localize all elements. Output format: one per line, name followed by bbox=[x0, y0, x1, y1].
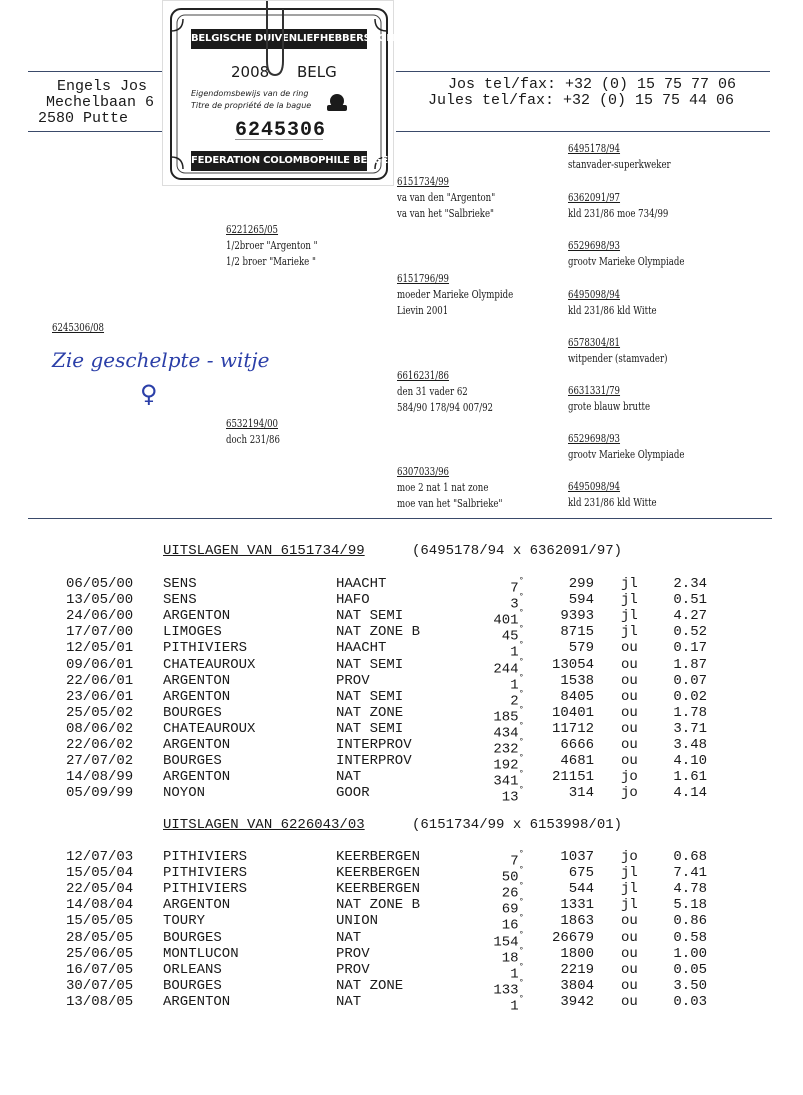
age-cell: ou bbox=[621, 993, 638, 1010]
position-cell: 13° bbox=[501, 785, 524, 806]
town-cell: NOYON bbox=[163, 785, 206, 802]
certificate-ring-number: 6245306 bbox=[235, 119, 327, 142]
age-cell: ou bbox=[621, 913, 638, 930]
certificate-year: 2008 bbox=[231, 63, 270, 81]
level-cell: KEERBERGEN bbox=[336, 881, 421, 898]
age-cell: ou bbox=[621, 704, 638, 721]
entries-cell: 675 bbox=[568, 865, 594, 882]
age-cell: jl bbox=[621, 865, 638, 882]
age-cell: ou bbox=[621, 640, 638, 657]
coefficient-cell: 7.41 bbox=[673, 865, 707, 882]
degree-mark: ° bbox=[518, 640, 524, 651]
coefficient-cell: 3.50 bbox=[673, 977, 707, 994]
age-cell: jl bbox=[621, 608, 638, 625]
fmm-ring: 6495098/94 bbox=[568, 288, 621, 301]
level-cell: NAT SEMI bbox=[336, 656, 404, 673]
entries-cell: 8405 bbox=[560, 688, 594, 705]
town-cell: ARGENTON bbox=[163, 769, 231, 786]
age-cell: jo bbox=[621, 785, 638, 802]
degree-mark: ° bbox=[518, 929, 524, 940]
town-cell: TOURY bbox=[163, 913, 206, 930]
date-cell: 13/08/05 bbox=[66, 993, 134, 1010]
degree-mark: ° bbox=[518, 961, 524, 972]
owner-street: Mechelbaan 6 bbox=[46, 94, 155, 111]
certificate-line1: Eigendomsbewijs van de ring bbox=[191, 89, 309, 98]
level-cell: PROV bbox=[336, 945, 370, 962]
degree-mark: ° bbox=[518, 672, 524, 683]
ff-ring: 6151734/99 bbox=[397, 175, 450, 188]
pedigree-bottom-rule bbox=[28, 518, 772, 519]
level-cell: GOOR bbox=[336, 785, 370, 802]
degree-mark: ° bbox=[518, 993, 524, 1004]
coefficient-cell: 0.58 bbox=[673, 929, 707, 946]
coefficient-cell: 4.14 bbox=[673, 785, 707, 802]
town-cell: SENS bbox=[163, 576, 197, 592]
position-cell: 7° bbox=[510, 849, 524, 870]
degree-mark: ° bbox=[518, 945, 524, 956]
level-cell: NAT ZONE bbox=[336, 977, 404, 994]
mmm-ring: 6495098/94 bbox=[568, 480, 621, 493]
mm-ring: 6307033/96 bbox=[397, 465, 450, 478]
entries-cell: 314 bbox=[568, 785, 594, 802]
town-cell: MONTLUCON bbox=[163, 945, 239, 962]
fmf-ring: 6529698/93 bbox=[568, 239, 621, 252]
degree-mark: ° bbox=[518, 704, 524, 715]
entries-cell: 594 bbox=[568, 592, 594, 609]
entries-cell: 1800 bbox=[560, 945, 594, 962]
position-cell: 16° bbox=[501, 913, 524, 935]
age-cell: jl bbox=[621, 592, 638, 609]
date-cell: 22/06/01 bbox=[66, 672, 134, 689]
date-cell: 14/08/04 bbox=[66, 897, 134, 914]
results1-parents: (6495178/94 x 6362091/97) bbox=[412, 543, 623, 559]
position-cell: 3° bbox=[510, 592, 524, 613]
position-cell: 50° bbox=[501, 865, 524, 886]
town-cell: ARGENTON bbox=[163, 688, 231, 705]
owner-name: Engels Jos bbox=[57, 78, 148, 95]
level-cell: PROV bbox=[336, 961, 370, 978]
mm-line-2: moe van het "Salbrieke" bbox=[397, 497, 503, 510]
level-cell: NAT ZONE B bbox=[336, 624, 421, 641]
town-cell: ARGENTON bbox=[163, 897, 231, 914]
phone-jules: Jules tel/fax: +32 (0) 15 75 44 06 bbox=[428, 92, 735, 109]
age-cell: jl bbox=[621, 624, 638, 641]
date-cell: 17/07/00 bbox=[66, 624, 134, 641]
level-cell: UNION bbox=[336, 913, 379, 930]
coefficient-cell: 1.61 bbox=[673, 769, 707, 786]
mfm-ring: 6631331/79 bbox=[568, 384, 621, 397]
town-cell: ARGENTON bbox=[163, 737, 231, 753]
degree-mark: ° bbox=[518, 769, 524, 780]
degree-mark: ° bbox=[518, 737, 524, 747]
level-cell: HAACHT bbox=[336, 640, 387, 657]
age-cell: ou bbox=[621, 945, 638, 962]
degree-mark: ° bbox=[518, 656, 524, 667]
mff-line-1: witpender (stamvader) bbox=[568, 352, 668, 365]
coefficient-cell: 0.07 bbox=[673, 672, 707, 689]
coefficient-cell: 3.48 bbox=[673, 737, 707, 753]
date-cell: 15/05/04 bbox=[66, 865, 134, 882]
ff-line-2: va van het "Salbrieke" bbox=[397, 207, 495, 220]
mf-ring: 6616231/86 bbox=[397, 369, 450, 382]
certificate-top-band: BELGISCHE DUIVENLIEFHEBBERSBOND bbox=[191, 29, 367, 49]
ffm-ring: 6362091/97 bbox=[568, 191, 621, 204]
degree-mark: ° bbox=[518, 753, 524, 764]
entries-cell: 10401 bbox=[551, 704, 594, 721]
degree-mark: ° bbox=[518, 688, 524, 699]
degree-mark: ° bbox=[518, 977, 524, 988]
certificate-country: BELG bbox=[297, 63, 337, 81]
town-cell: ORLEANS bbox=[163, 961, 222, 978]
degree-mark: ° bbox=[518, 865, 524, 876]
mf-line-1: den 31 vader 62 bbox=[397, 385, 468, 398]
age-cell: jl bbox=[621, 576, 638, 592]
certificate-bottom-band: FEDERATION COLOMBOPHILE BELGE bbox=[191, 151, 367, 171]
date-cell: 09/06/01 bbox=[66, 656, 134, 673]
position-cell: 185° bbox=[493, 704, 524, 726]
coefficient-cell: 1.87 bbox=[673, 656, 707, 673]
date-cell: 08/06/02 bbox=[66, 720, 134, 737]
level-cell: HAACHT bbox=[336, 576, 387, 592]
date-cell: 12/07/03 bbox=[66, 849, 134, 865]
coefficient-cell: 1.78 bbox=[673, 704, 707, 721]
date-cell: 24/06/00 bbox=[66, 608, 134, 625]
position-cell: 1° bbox=[510, 993, 524, 1015]
subject-handwritten-note: Zie geschelpte - witje bbox=[52, 348, 270, 372]
level-cell: INTERPROV bbox=[336, 753, 412, 770]
age-cell: ou bbox=[621, 737, 638, 753]
position-cell: 341° bbox=[493, 769, 524, 790]
age-cell: jl bbox=[621, 881, 638, 898]
age-cell: jl bbox=[621, 897, 638, 914]
header-rule-left bbox=[28, 71, 162, 72]
coefficient-cell: 4.10 bbox=[673, 753, 707, 770]
position-cell: 7° bbox=[510, 576, 524, 597]
coefficient-cell: 1.00 bbox=[673, 945, 707, 962]
town-cell: BOURGES bbox=[163, 929, 222, 946]
date-cell: 16/07/05 bbox=[66, 961, 134, 978]
town-cell: ARGENTON bbox=[163, 993, 231, 1010]
ffm-line-1: kld 231/86 moe 734/99 bbox=[568, 207, 669, 220]
level-cell: PROV bbox=[336, 672, 370, 689]
coefficient-cell: 0.52 bbox=[673, 624, 707, 641]
degree-mark: ° bbox=[518, 913, 524, 924]
ff-line-1: va van den "Argenton" bbox=[397, 191, 496, 204]
entries-cell: 4681 bbox=[560, 753, 594, 770]
entries-cell: 11712 bbox=[551, 720, 594, 737]
owner-city: 2580 Putte bbox=[38, 110, 129, 127]
town-cell: CHATEAUROUX bbox=[163, 720, 256, 737]
coefficient-cell: 0.17 bbox=[673, 640, 707, 657]
date-cell: 12/05/01 bbox=[66, 640, 134, 657]
entries-cell: 579 bbox=[568, 640, 594, 657]
coefficient-cell: 0.68 bbox=[673, 849, 707, 865]
mother-line-1: doch 231/86 bbox=[226, 433, 280, 446]
father-ring: 6221265/05 bbox=[226, 223, 279, 236]
town-cell: PITHIVIERS bbox=[163, 865, 248, 882]
entries-cell: 21151 bbox=[551, 769, 594, 786]
town-cell: SENS bbox=[163, 592, 197, 609]
coefficient-cell: 2.34 bbox=[673, 576, 707, 592]
town-cell: LIMOGES bbox=[163, 624, 222, 641]
level-cell: NAT bbox=[336, 769, 362, 786]
town-cell: PITHIVIERS bbox=[163, 849, 248, 865]
entries-cell: 9393 bbox=[560, 608, 594, 625]
level-cell: NAT SEMI bbox=[336, 720, 404, 737]
date-cell: 22/06/02 bbox=[66, 737, 134, 753]
position-cell: 232° bbox=[493, 737, 524, 758]
fmf-line-1: grootv Marieke Olympiade bbox=[568, 255, 685, 268]
town-cell: PITHIVIERS bbox=[163, 881, 248, 898]
coefficient-cell: 5.18 bbox=[673, 897, 707, 914]
position-cell: 192° bbox=[493, 753, 524, 774]
level-cell: NAT ZONE B bbox=[336, 897, 421, 914]
subject-ring: 6245306/08 bbox=[52, 321, 105, 334]
entries-cell: 544 bbox=[568, 881, 594, 898]
position-cell: 26° bbox=[501, 881, 524, 902]
date-cell: 06/05/00 bbox=[66, 576, 134, 592]
entries-cell: 1037 bbox=[560, 849, 594, 865]
age-cell: jo bbox=[621, 769, 638, 786]
mf-line-2: 584/90 178/94 007/92 bbox=[397, 401, 494, 414]
age-cell: ou bbox=[621, 753, 638, 770]
age-cell: ou bbox=[621, 929, 638, 946]
entries-cell: 3804 bbox=[560, 977, 594, 994]
mmf-ring: 6529698/93 bbox=[568, 432, 621, 445]
town-cell: PITHIVIERS bbox=[163, 640, 248, 657]
results1-title: UITSLAGEN VAN 6151734/99 bbox=[163, 543, 365, 559]
position-cell: 434° bbox=[493, 720, 524, 742]
phone-jos: Jos tel/fax: +32 (0) 15 75 77 06 bbox=[448, 76, 737, 93]
mm-line-1: moe 2 nat 1 nat zone bbox=[397, 481, 489, 494]
level-cell: INTERPROV bbox=[336, 737, 412, 753]
fm-line-1: moeder Marieke Olympide bbox=[397, 288, 514, 301]
coefficient-cell: 4.27 bbox=[673, 608, 707, 625]
results2-title: UITSLAGEN VAN 6226043/03 bbox=[163, 817, 365, 833]
level-cell: NAT ZONE bbox=[336, 704, 404, 721]
fff-ring: 6495178/94 bbox=[568, 142, 621, 155]
coefficient-cell: 0.03 bbox=[673, 993, 707, 1010]
age-cell: jo bbox=[621, 849, 638, 865]
mother-ring: 6532194/00 bbox=[226, 417, 279, 430]
town-cell: BOURGES bbox=[163, 704, 222, 721]
date-cell: 25/05/02 bbox=[66, 704, 134, 721]
date-cell: 30/07/05 bbox=[66, 977, 134, 994]
entries-cell: 26679 bbox=[551, 929, 594, 946]
age-cell: ou bbox=[621, 977, 638, 994]
degree-mark: ° bbox=[518, 897, 524, 908]
header-rule-lower-right bbox=[396, 131, 770, 132]
entries-cell: 2219 bbox=[560, 961, 594, 978]
date-cell: 15/05/05 bbox=[66, 913, 134, 930]
degree-mark: ° bbox=[518, 720, 524, 731]
degree-mark: ° bbox=[518, 849, 524, 859]
date-cell: 23/06/01 bbox=[66, 688, 134, 705]
age-cell: ou bbox=[621, 720, 638, 737]
date-cell: 25/06/05 bbox=[66, 945, 134, 962]
position-cell: 1° bbox=[510, 961, 524, 983]
level-cell: NAT bbox=[336, 929, 362, 946]
coefficient-cell: 0.02 bbox=[673, 688, 707, 705]
level-cell: KEERBERGEN bbox=[336, 849, 421, 865]
fmm-line-1: kld 231/86 kld Witte bbox=[568, 304, 657, 317]
coefficient-cell: 4.78 bbox=[673, 881, 707, 898]
position-cell: 2° bbox=[510, 688, 524, 710]
mff-ring: 6578304/81 bbox=[568, 336, 621, 349]
results2-parents: (6151734/99 x 6153998/01) bbox=[412, 817, 623, 833]
ring-certificate bbox=[162, 0, 403, 186]
position-cell: 45° bbox=[501, 624, 524, 645]
father-line-2: 1/2 broer "Marieke " bbox=[226, 255, 316, 268]
entries-cell: 13054 bbox=[551, 656, 594, 673]
position-cell: 1° bbox=[510, 640, 524, 662]
entries-cell: 6666 bbox=[560, 737, 594, 753]
entries-cell: 1331 bbox=[560, 897, 594, 914]
header-rule-lower-left bbox=[28, 131, 162, 132]
position-cell: 401° bbox=[493, 608, 524, 629]
degree-mark: ° bbox=[518, 624, 524, 635]
town-cell: BOURGES bbox=[163, 977, 222, 994]
fff-line-1: stanvader-superkweker bbox=[568, 158, 671, 171]
degree-mark: ° bbox=[518, 608, 524, 619]
entries-cell: 1538 bbox=[560, 672, 594, 689]
coefficient-cell: 0.05 bbox=[673, 961, 707, 978]
level-cell: HAFO bbox=[336, 592, 370, 609]
date-cell: 14/08/99 bbox=[66, 769, 134, 786]
position-cell: 1° bbox=[510, 672, 524, 694]
degree-mark: ° bbox=[518, 785, 524, 796]
position-cell: 244° bbox=[493, 656, 524, 678]
coefficient-cell: 3.71 bbox=[673, 720, 707, 737]
certificate-line2: Titre de propriété de la bague bbox=[191, 101, 312, 110]
coefficient-cell: 0.51 bbox=[673, 592, 707, 609]
degree-mark: ° bbox=[518, 881, 524, 892]
coefficient-cell: 0.86 bbox=[673, 913, 707, 930]
date-cell: 22/05/04 bbox=[66, 881, 134, 898]
fm-line-2: Lievin 2001 bbox=[397, 304, 449, 317]
entries-cell: 8715 bbox=[560, 624, 594, 641]
father-line-1: 1/2broer "Argenton " bbox=[226, 239, 318, 252]
subject-sex-symbol: ♀ bbox=[140, 380, 158, 408]
entries-cell: 3942 bbox=[560, 993, 594, 1010]
date-cell: 28/05/05 bbox=[66, 929, 134, 946]
town-cell: BOURGES bbox=[163, 753, 222, 770]
level-cell: KEERBERGEN bbox=[336, 865, 421, 882]
town-cell: ARGENTON bbox=[163, 608, 231, 625]
mfm-line-1: grote blauw brutte bbox=[568, 400, 651, 413]
mmm-line-1: kld 231/86 kld Witte bbox=[568, 496, 657, 509]
town-cell: ARGENTON bbox=[163, 672, 231, 689]
date-cell: 27/07/02 bbox=[66, 753, 134, 770]
mmf-line-1: grootv Marieke Olympiade bbox=[568, 448, 685, 461]
position-cell: 69° bbox=[501, 897, 524, 918]
header-rule-right bbox=[396, 71, 770, 72]
entries-cell: 299 bbox=[568, 576, 594, 592]
position-cell: 18° bbox=[501, 945, 524, 967]
position-cell: 154° bbox=[493, 929, 524, 951]
age-cell: ou bbox=[621, 656, 638, 673]
level-cell: NAT bbox=[336, 993, 362, 1010]
age-cell: ou bbox=[621, 961, 638, 978]
age-cell: ou bbox=[621, 672, 638, 689]
degree-mark: ° bbox=[518, 576, 524, 586]
fm-ring: 6151796/99 bbox=[397, 272, 450, 285]
position-cell: 133° bbox=[493, 977, 524, 999]
date-cell: 05/09/99 bbox=[66, 785, 134, 802]
age-cell: ou bbox=[621, 688, 638, 705]
degree-mark: ° bbox=[518, 592, 524, 603]
paperclip-icon bbox=[163, 1, 395, 187]
level-cell: NAT SEMI bbox=[336, 688, 404, 705]
town-cell: CHATEAUROUX bbox=[163, 656, 256, 673]
level-cell: NAT SEMI bbox=[336, 608, 404, 625]
entries-cell: 1863 bbox=[560, 913, 594, 930]
date-cell: 13/05/00 bbox=[66, 592, 134, 609]
